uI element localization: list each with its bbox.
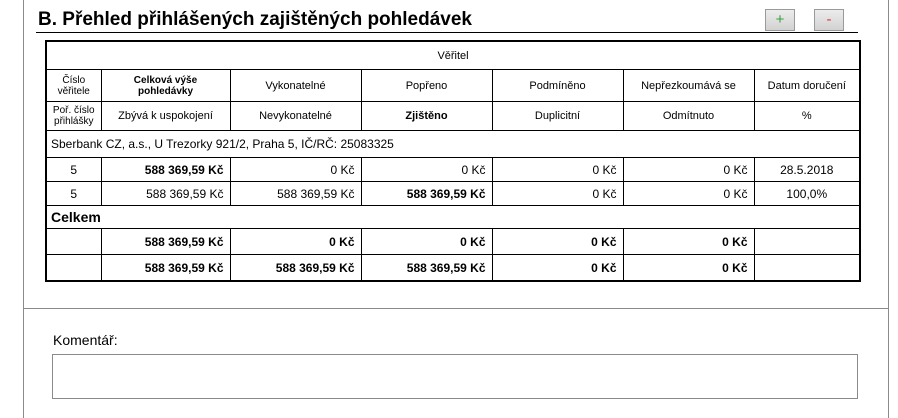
cell-odmitnuto: 0 Kč (623, 182, 754, 206)
header-podmineno: Podmíněno (492, 70, 623, 102)
cell-zjisteno: 588 369,59 Kč (361, 182, 492, 206)
total-zjisteno: 588 369,59 Kč (361, 255, 492, 282)
total-nevykonatelne: 588 369,59 Kč (230, 255, 361, 282)
cell-nevykonatelne: 588 369,59 Kč (230, 182, 361, 206)
cell-zbyva: 588 369,59 Kč (101, 182, 230, 206)
header-zjisteno: Zjištěno (361, 102, 492, 131)
creditor-name: Sberbank CZ, a.s., U Trezorky 921/2, Praha 5, IČ/RČ: 25083325 (46, 131, 860, 158)
total-zbyva: 588 369,59 Kč (101, 255, 230, 282)
total-cell-end (754, 229, 860, 255)
total-vykonatelne: 0 Kč (230, 229, 361, 255)
header-vykonatelne: Vykonatelné (230, 70, 361, 102)
total-duplicitni: 0 Kč (492, 255, 623, 282)
comment-label: Komentář: (53, 332, 118, 348)
table-row (46, 182, 860, 206)
total-cell-empty (46, 229, 101, 255)
header-odmitnuto: Odmítnuto (623, 102, 754, 131)
header-duplicitni: Duplicitní (492, 102, 623, 131)
cell-vykonatelne: 0 Kč (230, 158, 361, 182)
celkem-label: Celkem (46, 206, 860, 229)
veritel-header: Věřitel (46, 41, 860, 70)
total-podmineno: 0 Kč (492, 229, 623, 255)
cell-neprezkoumava: 0 Kč (623, 158, 754, 182)
header-por-cislo: Poř. číslo přihlášky (46, 102, 101, 131)
total-popreno: 0 Kč (361, 229, 492, 255)
header-datum-doruceni: Datum doručení (754, 70, 860, 102)
remove-button[interactable]: - (814, 9, 844, 31)
total-cell-empty (46, 255, 101, 282)
cell-percent: 100,0% (754, 182, 860, 206)
cell-por-cislo: 5 (46, 182, 101, 206)
add-button[interactable]: + (765, 9, 795, 31)
cell-celkova: 588 369,59 Kč (101, 158, 230, 182)
table-row (46, 158, 860, 182)
total-cell-end (754, 255, 860, 282)
total-neprezkoumava: 0 Kč (623, 229, 754, 255)
header-percent: % (754, 102, 860, 131)
section-title: B. Přehled přihlášených zajištěných pohledávek (38, 9, 472, 30)
section-divider (24, 308, 888, 309)
header-neprezkoumava: Nepřezkoumává se (623, 70, 754, 102)
header-popreno: Popřeno (361, 70, 492, 102)
total-row (46, 229, 860, 255)
total-odmitnuto: 0 Kč (623, 255, 754, 282)
header-cislo-veritele: Číslo věřitele (46, 70, 101, 102)
total-celkova: 588 369,59 Kč (101, 229, 230, 255)
cell-popreno: 0 Kč (361, 158, 492, 182)
comment-field[interactable] (52, 354, 858, 399)
total-row (46, 255, 860, 282)
header-celkova-vyse: Celková výše pohledávky (101, 70, 230, 102)
header-zbyva: Zbývá k uspokojení (101, 102, 230, 131)
cell-cislo: 5 (46, 158, 101, 182)
cell-datum: 28.5.2018 (754, 158, 860, 182)
claims-table (45, 40, 861, 282)
cell-podmineno: 0 Kč (492, 158, 623, 182)
cell-duplicitni: 0 Kč (492, 182, 623, 206)
title-divider (36, 32, 858, 33)
header-nevykonatelne: Nevykonatelné (230, 102, 361, 131)
